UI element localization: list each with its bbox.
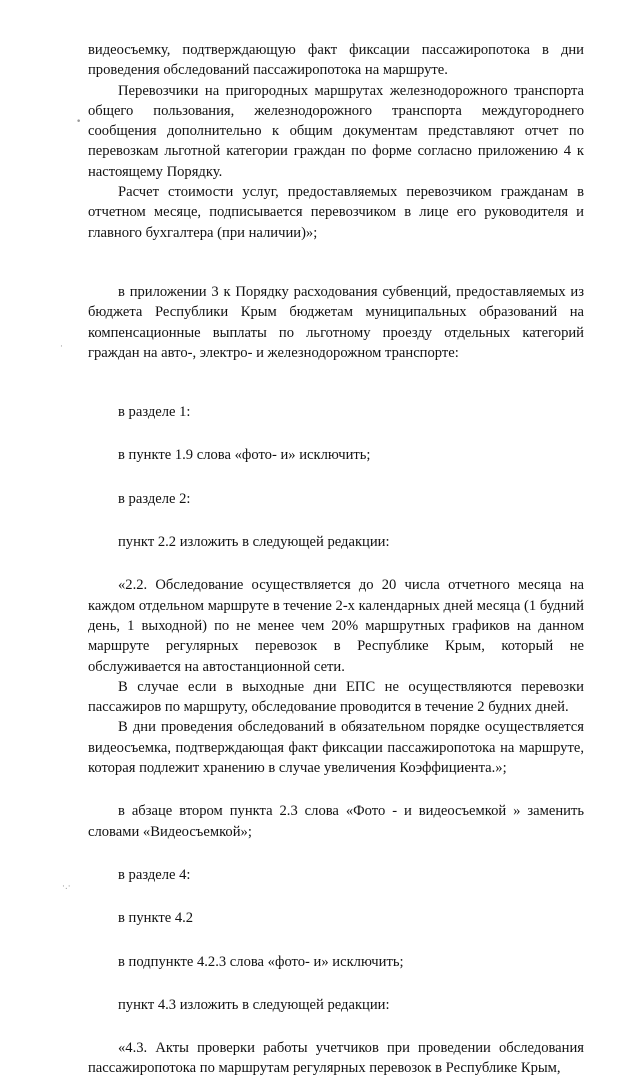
paragraph-4: в приложении 3 к Порядку расходования субвенций, предоставляемых из бюджета Республики Крым бюджетам муниципальных образований на компенсационные выплаты по льготному проезду отдельных категорий граждан на авто-, электро- и железнодорожном транспорте:	[88, 283, 584, 361]
paragraph-12: в абзаце втором пункта 2.3 слова «Фото - и видеосъемкой » заменить словами «Видеосъемкой»;	[88, 803, 584, 840]
paragraph-11: В дни проведения обследований в обязательном порядке осуществляется видеосъемка, подтверждающая факт фиксации пассажиропотока на маршруте, которая подлежит хранению в случае увеличения Коэффициента.»;	[88, 719, 584, 777]
scan-mark: •	[76, 117, 82, 127]
document-body	[88, 40, 584, 1079]
paragraph-15: в подпункте 4.2.3 слова «фото- и» исключить;	[118, 953, 404, 970]
paragraph-17: «4.3. Акты проверки работы учетчиков при проведении обследования пассажиропотока по маршрутам регулярных перевозок в Республике Крым,	[88, 1040, 584, 1077]
paragraph-6: в пункте 1.9 слова «фото- и» исключить;	[118, 447, 371, 464]
scan-mark: ·	[60, 342, 63, 352]
paragraph-2: Перевозчики на пригородных маршрутах железнодорожного транспорта общего пользования, железнодорожного транспорта междугороднего сообщения дополнительно к общим документам представляют отчет по перевозкам льготной категории граждан по форме согласно приложению 4 к настоящему Порядку.	[88, 82, 584, 180]
paragraph-16: пункт 4.3 изложить в следующей редакции:	[118, 996, 390, 1013]
scan-mark: ·.·	[62, 882, 71, 892]
paragraph-1: видеосъемку, подтверждающую факт фиксации пассажиропотока в дни проведения обследований пассажиропотока на маршруте.	[88, 42, 584, 79]
paragraph-13: в разделе 4:	[118, 866, 191, 883]
paragraph-7: в разделе 2:	[118, 490, 191, 507]
paragraph-5: в разделе 1:	[118, 404, 191, 421]
paragraph-3: Расчет стоимости услуг, предоставляемых перевозчиком гражданам в отчетном месяце, подписывается перевозчиком в лице его руководителя и главного бухгалтера (при наличии)»;	[88, 184, 584, 241]
paragraph-9: «2.2. Обследование осуществляется до 20 числа отчетного месяца на каждом отдельном маршруте в течение 2-х календарных дней месяца (1 будний день, 1 выходной) по не менее чем 20% маршрутных графиков на данном маршруте регулярных перевозок в Республике Крым, который не обслуживается на автостанционной сети.	[88, 577, 584, 675]
paragraph-10: В случае если в выходные дни ЕПС не осуществляются перевозки пассажиров по маршруту, обследование проводится в течение 2 будних дней.	[88, 678, 584, 716]
paragraph-8: пункт 2.2 изложить в следующей редакции:	[118, 534, 390, 551]
paragraph-14: в пункте 4.2	[118, 910, 194, 927]
